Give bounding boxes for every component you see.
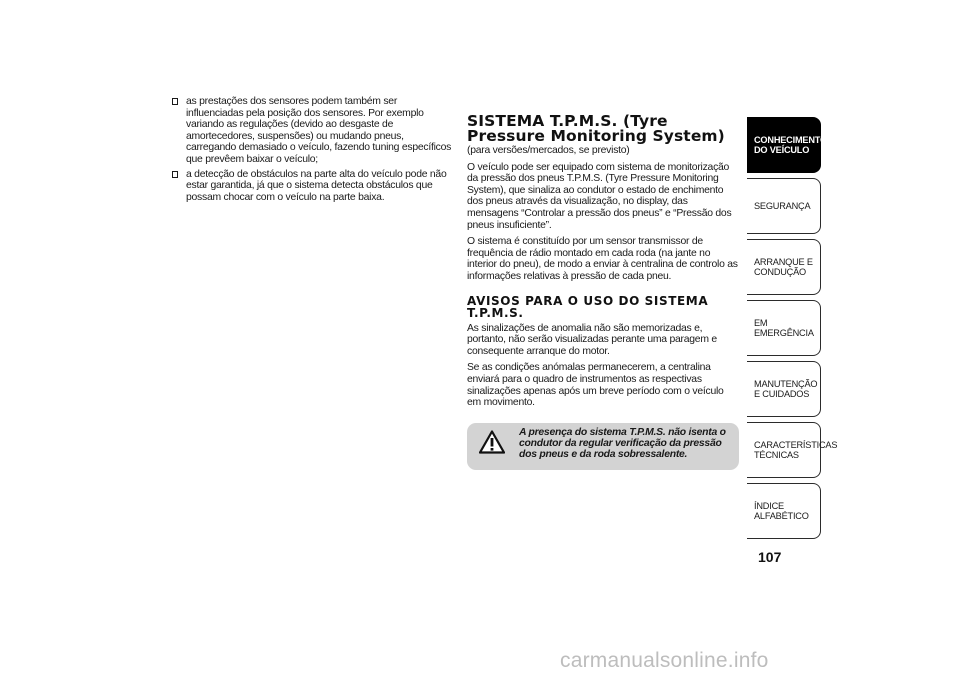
tab-em-emergencia[interactable] <box>747 300 821 356</box>
checkbox-bullet-icon <box>172 171 178 178</box>
tab-label: EM EMERGÊNCIA <box>754 318 814 338</box>
tab-caracteristicas-tecnicas[interactable] <box>747 422 838 478</box>
left-column <box>172 96 452 206</box>
paragraph: Se as condições anómalas permanecerem, a centralina enviará para o quadro de instrumentos as respectivas sinalizações apenas após um breve período com o veículo em movimento. <box>467 362 724 409</box>
tab-manutencao-e-cuidados[interactable] <box>747 361 821 417</box>
tab-label: ARRANQUE E CONDUÇÃO <box>754 257 813 277</box>
chapter-tabs <box>747 117 838 544</box>
tab-label: SEGURANÇA <box>754 201 811 211</box>
right-column <box>467 114 739 470</box>
tab-seguranca[interactable] <box>747 178 821 234</box>
tab-label: CONHECIMENTO DO VEÍCULO <box>754 135 827 155</box>
paragraph: As sinalizações de anomalia não são memorizadas e, portanto, não serão visualizadas perante uma paragem e consequente arranque do motor. <box>467 322 717 357</box>
tab-conhecimento-do-veiculo[interactable] <box>747 117 827 173</box>
bullet-text: as prestações dos sensores podem também ser influenciadas pela posição dos sensores. Por exemplo variando as regulações (devido ao desgaste de amortecedores, suspensões) ou mudando pneus, carregando demasiado o veículo, fazendo tuning específicos que prevêem baixar o veículo; <box>186 96 452 165</box>
section-title: SISTEMA T.P.M.S. (Tyre Pressure Monitoring System) <box>467 112 725 145</box>
tab-arranque-e-conducao[interactable] <box>747 239 821 295</box>
paragraph: O sistema é constituído por um sensor transmissor de frequência de rádio montado em cada roda (na jante no interior do pneu), de modo a enviar à centralina de controlo as informações relativas à pressão de cada pneu. <box>467 236 738 282</box>
tab-indice-alfabetico[interactable] <box>747 483 821 539</box>
tab-label: CARACTERÍSTICAS TÉCNICAS <box>754 440 838 460</box>
tab-label: MANUTENÇÃO E CUIDADOS <box>754 379 818 399</box>
warning-text: A presença do sistema T.P.M.S. não isenta o condutor da regular verificação da pressão dos pneus e da roda sobressalente. <box>519 426 726 461</box>
tab-label: ÍNDICE ALFABÉTICO <box>754 501 809 521</box>
warning-triangle-icon <box>479 430 505 454</box>
bullet-item <box>172 96 452 166</box>
warning-box <box>467 423 739 470</box>
bullet-text: a detecção de obstáculos na parte alta do veículo pode não estar garantida, já que o sistema detecta obstáculos que possam chocar com o veículo na parte baixa. <box>186 168 447 203</box>
subsection-title: AVISOS PARA O USO DO SISTEMA T.P.M.S. <box>467 293 709 320</box>
page-number: 107 <box>758 549 782 565</box>
bullet-item <box>172 169 452 204</box>
paragraph: O veículo pode ser equipado com sistema de monitorização da pressão dos pneus T.P.M.S. (Tyre Pressure Monitoring System), que sinaliza ao condutor o estado de enchimento dos pneus através da visualização, no display, das mensagens “Controlar a pressão dos pneus” e “Pressão dos pneus insuficiente”. <box>467 161 732 231</box>
checkbox-bullet-icon <box>172 98 178 105</box>
section-subtitle: (para versões/mercados, se previsto) <box>467 145 630 156</box>
watermark: carmanualsonline.info <box>560 649 769 672</box>
